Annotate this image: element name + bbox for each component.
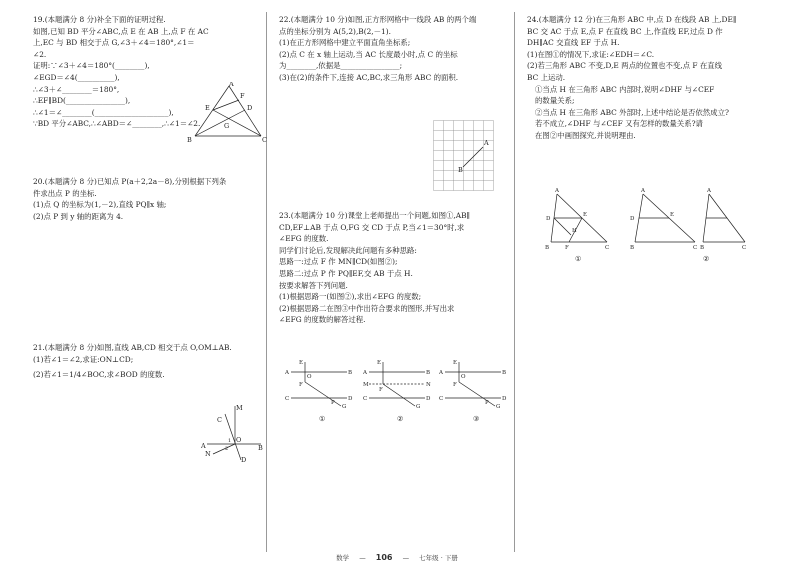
q24-fig1-label: A (555, 188, 559, 194)
q21-line: 21.(本题满分 8 分)如图,直线 AB,CD 相交于点 O,OM⊥AB. (33, 343, 232, 352)
q23-caption-2: ② (397, 415, 404, 423)
q24-line: (1)在图①的情况下,求证:∠EDH＝∠C. (527, 49, 655, 59)
page-number: 106 (375, 553, 393, 562)
q21-fig-label: O (236, 436, 242, 444)
q24-line: BC 交 AC 于点 E,点 F 在直线 BC 上,作直线 EF,过点 D 作 (527, 26, 723, 36)
q24-line: 在图②中画图探究,并说明理由. (535, 130, 636, 140)
q24-fig1-label: E (583, 212, 588, 218)
q24-line: 的数量关系; (535, 96, 575, 106)
q19-figure (183, 82, 267, 146)
q23-line: ∠EFG 的度数的解答过程. (279, 315, 366, 325)
question-20 (33, 176, 226, 222)
q22-fig-label: B (458, 166, 463, 174)
q20-line: (1)点 Q 的坐标为(1,－2),直线 PQ∥x 轴; (33, 200, 167, 210)
column-divider-right (514, 12, 515, 552)
q24-fig1-label: D (546, 216, 551, 222)
q23-figure-3 (439, 358, 509, 424)
q24-line: 24.(本题满分 12 分)在三角形 ABC 中,点 D 在线段 AB 上,DE∥ (527, 15, 737, 24)
q24-line: ①当点 H 在三角形 ABC 内部时,说明∠DHF 与∠CEF (535, 84, 715, 94)
q23-fig1-label: C (285, 396, 290, 402)
q24-fig1-label: B (545, 245, 550, 251)
q19-line: ∠2. (33, 49, 47, 59)
q23-line: 按要求解答下列问题. (279, 280, 348, 290)
q22-line: (1)在正方形网格中建立平面直角坐标系; (279, 38, 411, 48)
question-22 (279, 14, 476, 84)
q23-fig2-label: M (363, 382, 369, 388)
footer-dash: — (402, 554, 410, 562)
q23-fig3-label: B (502, 370, 507, 376)
q19-line: ∴EF∥BD(________________), (33, 96, 131, 106)
q24-line: DH∥AC 交直线 EF 于点 H. (527, 38, 620, 48)
q19-line: 上,EC 与 BD 相交于点 G,∠3＋∠4＝180°,∠1＝ (33, 38, 195, 48)
q21-line: (2)若∠1＝1/4∠BOC,求∠BOD 的度数. (33, 370, 165, 380)
q19-line: ∠EGD＝∠4(__________), (33, 72, 120, 82)
q22-line: 为________,依据是________________; (279, 61, 403, 71)
q23-line: 思路二:过点 P 作 PQ∥EF,交 AB 于点 H. (279, 268, 413, 278)
q24-fig2-label: A (707, 188, 711, 194)
q24-fig1-label: F (565, 245, 569, 251)
q21-fig-label: D (241, 456, 247, 464)
q23-caption-1: ① (319, 415, 326, 423)
q21-fig-label: N (205, 450, 211, 458)
q20-line: 件求出点 P 的坐标. (33, 188, 97, 198)
q23-figure-1 (285, 358, 355, 424)
footer-dash: — (359, 554, 366, 562)
q23-fig3-label: G (496, 404, 501, 410)
q23-fig3-label: F (453, 382, 457, 388)
q23-fig1-label: D (348, 396, 353, 402)
q23-fig2-label: B (426, 370, 431, 376)
q24-line: ②当点 H 在三角形 ABC 外部时,上述中结论是否依然成立? (535, 107, 729, 117)
q24-caption-2: ② (703, 255, 710, 263)
q23-line: (2)根据思路二在图③中作出符合要求的图形,并写出求 (279, 303, 455, 313)
q21-fig-label: M (236, 404, 243, 412)
q24-figure-2 (625, 186, 749, 264)
q19-fig-label: D (247, 104, 253, 112)
q21-line: (1)若∠1＝∠2,求证:ON⊥CD; (33, 354, 134, 364)
q19-fig-label: A (229, 82, 234, 88)
question-23 (279, 210, 470, 326)
q24-caption-1: ① (575, 255, 582, 263)
q23-fig2-label: D (426, 396, 431, 402)
q24-fig2-label: C (742, 245, 747, 251)
q23-fig1-label: P (331, 400, 335, 406)
q23-line: 23.(本题满分 10 分)课堂上老师提出一个问题,如图①,AB∥ (279, 211, 470, 220)
q22-line: 22.(本题满分 10 分)如图,正方形网格中一线段 AB 的两个端 (279, 15, 477, 24)
question-21 (33, 342, 232, 381)
q19-fig-label: G (224, 122, 230, 130)
q22-line: 点的坐标分别为 A(5,2),B(2,－1). (279, 26, 391, 36)
q21-fig-label: B (258, 444, 263, 452)
q24-line: 若不成立,∠DHF 与∠CEF 又有怎样的数量关系?请 (535, 119, 703, 129)
q23-line: CD,EF⊥AB 于点 O,FG 交 CD 于点 P,当∠1＝30°时,求 (279, 222, 465, 232)
q23-fig1-label: A (285, 370, 289, 376)
footer-subject: 数学 (336, 554, 350, 562)
q24-line: (2)若三角形 ABC 不变,D,E 两点的位置也不变,点 F 在直线 (527, 61, 723, 71)
q23-caption-3: ③ (473, 415, 480, 423)
q23-fig3-label: C (439, 396, 444, 402)
q24-line: BC 上运动. (527, 72, 566, 82)
q21-figure (201, 398, 265, 464)
q23-fig1-label: B (348, 370, 353, 376)
q23-fig3-label: A (439, 370, 443, 376)
q24-fig2-label: E (670, 212, 675, 218)
q23-fig2-label: F (379, 387, 383, 393)
q19-line: ∵BD 平分∠ABC,∴∠ABD＝∠________,∴∠1＝∠2. (33, 119, 201, 129)
q23-fig1-label: G (342, 404, 347, 410)
q24-fig2-label: C (693, 245, 698, 251)
q23-fig1-label: O (307, 374, 312, 380)
q24-figure-1 (541, 186, 617, 264)
q24-fig2-label: D (630, 216, 635, 222)
q24-fig1-label: H (572, 228, 577, 234)
q23-fig1-label: E (299, 360, 304, 366)
q23-fig3-label: E (453, 360, 458, 366)
q20-line: 20.(本题满分 8 分)已知点 P(a＋2,2a－8),分别根据下列条 (33, 177, 227, 186)
q22-line: (2)点 C 在 x 轴上运动,当 AC 长度最小时,点 C 的坐标 (279, 49, 458, 59)
q19-line: 19.(本题满分 8 分)补全下面的证明过程. (33, 15, 166, 24)
q24-fig2-label: B (700, 245, 705, 251)
q19-line: 如图,已知 BD 平分∠ABC,点 E 在 AB 上,点 F 在 AC (33, 26, 209, 36)
q21-fig-label: 1 (228, 438, 232, 444)
q24-fig2-label: B (630, 245, 635, 251)
q23-fig2-label: C (363, 396, 368, 402)
q23-fig2-label: N (426, 382, 431, 388)
q23-line: (1)根据思路一(如图②),求出∠EFG 的度数; (279, 292, 422, 302)
q19-line: ∴∠1＝∠________(____________________), (33, 107, 174, 117)
q23-line: 同学们讨论后,发现解决此问题有多种思路: (279, 245, 417, 255)
q23-fig3-label: O (461, 374, 466, 380)
q23-fig3-label: D (502, 396, 507, 402)
q19-fig-label: F (240, 92, 245, 100)
q23-line: ∠EFG 的度数. (279, 234, 329, 244)
q19-fig-label: C (262, 136, 267, 144)
q21-fig-label: 2 (225, 446, 229, 452)
footer-grade: 七年级 · 下册 (419, 554, 458, 562)
q21-fig-label: C (217, 416, 222, 424)
q22-grid-figure (433, 120, 499, 194)
q23-figure-2 (363, 358, 433, 424)
q23-line: 思路一:过点 F 作 MN∥CD(如图②); (279, 257, 398, 267)
q21-fig-label: A (201, 442, 206, 450)
q19-line: 证明:∵∠3＋∠4＝180°(________), (33, 61, 150, 71)
q19-line: ∴∠3＋∠________＝180°, (33, 84, 120, 94)
q23-fig2-label: A (363, 370, 367, 376)
q19-fig-label: E (205, 104, 210, 112)
q23-fig2-label: E (377, 360, 382, 366)
q23-fig1-label: F (299, 382, 303, 388)
q20-line: (2)点 P 到 y 轴的距离为 4. (33, 211, 124, 221)
q24-fig1-label: C (605, 245, 610, 251)
q23-fig3-label: P (485, 400, 489, 406)
q19-fig-label: B (187, 136, 192, 144)
page-footer (0, 553, 794, 562)
q24-fig2-label: A (641, 188, 645, 194)
question-24 (527, 14, 736, 142)
q22-fig-label: A (484, 139, 489, 147)
q23-fig2-label: G (416, 404, 421, 410)
q22-line: (3)在(2)的条件下,连接 AC,BC,求三角形 ABC 的面积. (279, 72, 459, 82)
